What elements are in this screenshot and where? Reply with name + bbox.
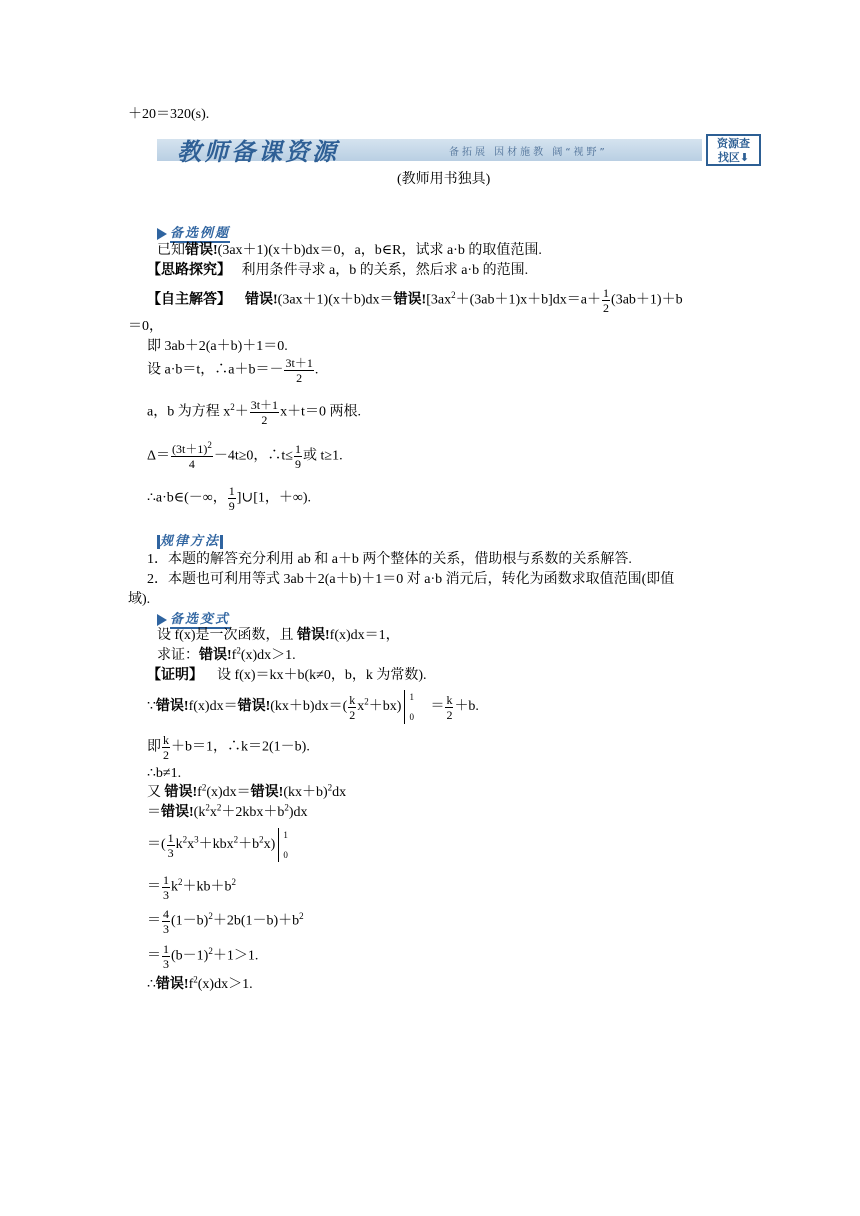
teacher-note: (教师用书独具)	[397, 172, 491, 187]
down-arrow-icon: ⬇	[739, 151, 750, 164]
solution-line-1: 【自主解答】 错误!(3ax＋1)(x＋b)dx＝错误$![3ax^2+(3ab+1)x+b]dx=a+$ $\frac{1}{2}$ (3ab＋1)＋b	[147, 286, 683, 315]
banner-subtitle: 备拓展 因材施教 阔“视野”	[449, 147, 608, 158]
banner-title: 教师备课资源	[177, 137, 339, 166]
triangle-icon	[157, 228, 167, 240]
proof-line-1: 【证明】 设 f(x)＝kx＋b(k≠0，b，k 为常数).	[147, 668, 427, 683]
proof-line-10: ＝ $\frac{1}{3}$ $(b-1)^2+1>1$.	[147, 942, 259, 971]
resource-label-2: 找区	[717, 151, 740, 164]
solution-line-5: a，b 为方程 $x^2+$ $\frac{3t+1}{2}$ x＋t＝0 两根.	[147, 398, 361, 427]
method-item-2b: 域).	[128, 592, 151, 607]
section-heading-example: 备选例题	[157, 222, 230, 243]
proof-line-11: ∴错误$!f^2(x)dx>1$.	[147, 974, 253, 992]
teacher-resource-banner	[157, 133, 763, 167]
section-heading-method: 规律方法	[157, 530, 223, 549]
proof-line-3: 即 $\frac{k}{2}$ ＋b＝1，∴k＝2(1－b).	[147, 733, 310, 762]
solution-line-3: 即 3ab＋2(a＋b)＋1＝0.	[147, 339, 288, 354]
thinking-line: 【思路探究】 利用条件寻求 a，b 的关系，然后求 a·b 的范围.	[147, 263, 529, 278]
proof-line-2: ∵错误!f(x)dx＝错误!(kx＋b)dx＝( $\frac{k}{2}$ $x^2+bx$) 1 0 ＝ $\frac{k}{2}$ ＋b.	[147, 692, 479, 722]
resource-lookup-button[interactable]	[706, 134, 761, 166]
variant-line-1: 设 f(x)是一次函数，且 错误!f(x)dx＝1，	[157, 628, 400, 643]
variant-line-2: 求证：错误$!f^2(x)dx>1$.	[157, 645, 296, 663]
proof-line-4: ∴b≠1.	[147, 766, 182, 781]
section-heading-variant: 备选变式	[157, 608, 230, 629]
triangle-icon	[157, 614, 167, 626]
solution-line-7: ∴a·b∈(－∞， $\frac{1}{9}$ ]∪[1，＋∞).	[147, 484, 311, 513]
proof-line-7: ＝( $\frac{1}{3}$ $k^2x^3+kbx^2+b^2x$) 1 0	[147, 828, 297, 862]
proof-line-6: ＝错误$!(k^2x^2+2kbx+b^2)dx$	[147, 802, 308, 820]
proof-line-8: ＝ $\frac{1}{3}$ $k^2+kb+b^2$	[147, 873, 236, 902]
solution-line-6: Δ＝ $\frac{(3t+1)^2}{4}$ －4t≥0，∴t≤ $\frac{1}{9}$ 或 t≥1.	[147, 440, 343, 471]
method-item-1: 1．本题的解答充分利用 ab 和 a＋b 两个整体的关系，借助根与系数的关系解答.	[147, 552, 632, 567]
proof-line-9: ＝ $\frac{4}{3}$ $(1-b)^2+2b(1-b)+b^2$	[147, 907, 304, 936]
solution-line-2: ＝0，	[128, 319, 163, 334]
resource-label-1: 资源查	[717, 137, 750, 150]
method-item-2a: 2．本题也可利用等式 3ab＋2(a＋b)＋1＝0 对 a·b 消元后，转化为函数求取值范围(即值	[147, 572, 675, 587]
problem-statement: 已知错误!(3ax＋1)(x＋b)dx＝0，a，b∈R，试求 a·b 的取值范围.	[157, 243, 542, 258]
proof-line-5: 又 错误$!f^2(x)dx=$错误$!(kx+b)^2dx$	[147, 782, 347, 800]
top-line: ＋20＝320(s).	[128, 107, 210, 122]
solution-line-4: 设 a·b＝t，∴a＋b＝－ $\frac{3t+1}{2}$ .	[147, 356, 319, 385]
